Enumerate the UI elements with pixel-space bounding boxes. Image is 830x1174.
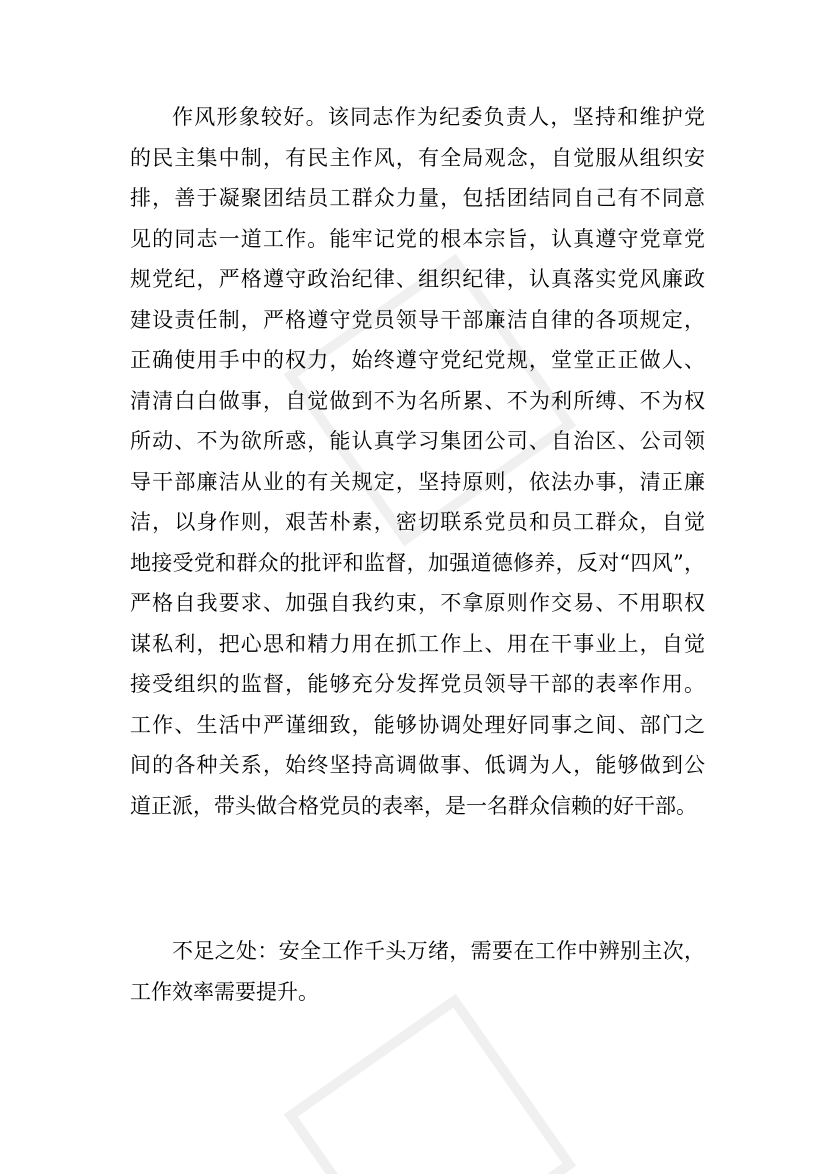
- text-line: 规党纪，严格遵守政治纪律、组织纪律，认真落实党风廉政: [130, 267, 705, 291]
- text-line: 不足之处：安全工作千头万绪，需要在工作中辨别主次，: [172, 939, 705, 963]
- text-line: 排，善于凝聚团结员工群众力量，包括团结同自己有不同意: [130, 186, 705, 210]
- text-line: 清清白白做事，自觉做到不为名所累、不为利所缚、不为权: [130, 388, 705, 413]
- text-line: 谋私利，把心思和精力用在抓工作上、用在干事业上，自觉: [130, 631, 705, 656]
- text-line: 工作效率需要提升。: [130, 979, 319, 1004]
- text-line: 接受组织的监督，能够充分发挥党员领导干部的表率作用。: [130, 672, 705, 696]
- text-line: 正确使用手中的权力，始终遵守党纪党规，堂堂正正做人、: [130, 348, 705, 372]
- text-line: 所动、不为欲所惑，能认真学习集团公司、自治区、公司领: [130, 429, 705, 453]
- text-line: 的民主集中制，有民主作风，有全局观念，自觉服从组织安: [130, 145, 705, 170]
- text-line: 间的各种关系，始终坚持高调做事、低调为人，能够做到公: [130, 753, 705, 777]
- text-line: 道正派，带头做合格党员的表率，是一名群众信赖的好干部。: [130, 793, 697, 818]
- paragraph-1: [130, 97, 705, 826]
- text-line: 见的同志一道工作。能牢记党的根本宗旨，认真遵守党章党: [130, 226, 705, 251]
- text-line: 严格自我要求、加强自我约束，不拿原则作交易、不用职权: [130, 591, 705, 615]
- text-line: 导干部廉洁从业的有关规定，坚持原则，依法办事，清正廉: [130, 469, 705, 494]
- text-line: 建设责任制，严格遵守党员领导干部廉洁自律的各项规定，: [130, 307, 705, 332]
- text-line: 作风形象较好。该同志作为纪委负责人，坚持和维护党: [172, 105, 705, 129]
- text-line: 洁，以身作则，艰苦朴素，密切联系党员和员工群众，自觉: [130, 510, 705, 534]
- text-line: 工作、生活中严谨细致，能够协调处理好同事之间、部门之: [130, 712, 705, 737]
- paragraph-2: [130, 931, 705, 1012]
- text-line: 地接受党和群众的批评和监督，加强道德修养，反对“四风”，: [130, 550, 705, 575]
